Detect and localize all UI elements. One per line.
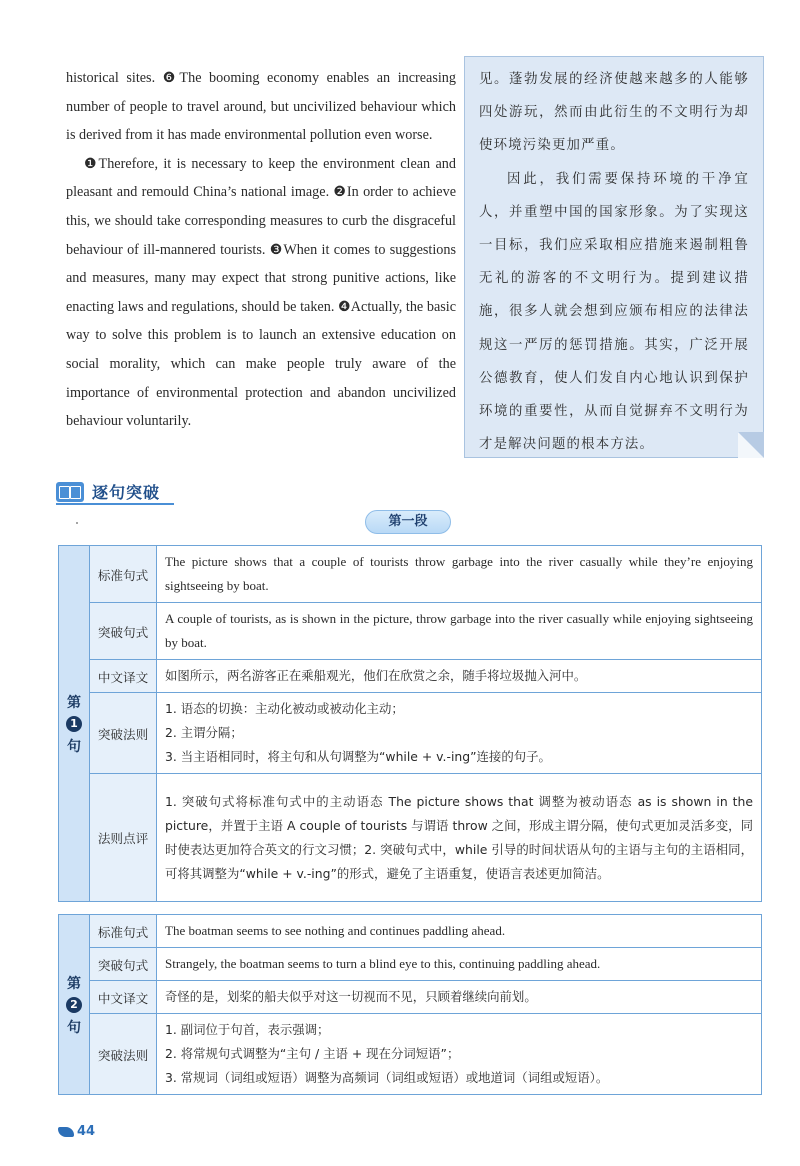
content-line: 3. 当主语相同时，将主句和从句调整为“while + v.-ing”连接的句子。 [165, 749, 551, 764]
sentence-2-table [58, 914, 762, 1095]
content-line: 1. 语态的切换：主动化被动或被动化主动； [165, 701, 404, 716]
content-line: Strangely, the boatman seems to turn a blind eye to this, continuing paddling ahead. [165, 956, 601, 971]
page-number-text: 44 [77, 1124, 96, 1139]
book-page-icon [58, 1127, 74, 1137]
row-content [157, 948, 762, 981]
essay-chinese-box [464, 56, 764, 458]
row-label: 突破句式 [90, 948, 157, 981]
row-label: 中文译文 [90, 660, 157, 693]
row-content [157, 915, 762, 948]
row-content [157, 660, 762, 693]
essay-en-paragraph-1: historical sites. ❻The booming economy enables an increasing number of people to travel around, but uncivilized behaviour which is derived from it has made environmental pollution even worse. [66, 70, 456, 144]
row-label: 标准句式 [90, 546, 157, 603]
side-bottom-char: 句 [67, 738, 81, 755]
row-label: 突破法则 [90, 1014, 157, 1095]
content-line: 1. 突破句式将标准句式中的主动语态 The picture shows that 调整为被动语态 as is shown in the picture，并置于主语 A couple of tourists 与谓语 throw 之间，形成主谓分隔，使句式更加灵活多变，同时使表达更加符合英文的行文习惯；2. 突破句式中，while 引导的时间状语从句的主语与主句的主语相同，可将其调整为“while + v.-ing”的形式，避免了主语重复，使语言表述更加简洁。 [165, 793, 753, 881]
book-icon [56, 482, 84, 502]
row-label: 法则点评 [90, 774, 157, 902]
section-title: 逐句突破 [92, 483, 161, 502]
sentence-1-table [58, 545, 762, 902]
content-line: 奇怪的是，划桨的船夫似乎对这一切视而不见，只顾着继续向前划。 [165, 989, 537, 1004]
page-number [58, 1124, 95, 1139]
row-content [157, 546, 762, 603]
content-line: 3. 常规词（词组或短语）调整为高频词（词组或短语）或地道词（词组或短语）。 [165, 1070, 609, 1085]
content-line: The boatman seems to see nothing and continues paddling ahead. [165, 923, 506, 938]
content-line: 1. 副词位于句首，表示强调； [165, 1022, 330, 1037]
side-top-char: 第 [67, 694, 81, 711]
paragraph-tag: 第一段 [365, 510, 451, 534]
content-line: A couple of tourists, as is shown in the picture, throw garbage into the river casually while enjoying sightseeing by boat. [165, 611, 753, 650]
content-line: 2. 主谓分隔； [165, 725, 243, 740]
row-content [157, 693, 762, 774]
dot-mark [76, 522, 78, 524]
essay-zh-paragraph-2: 因此，我们需要保持环境的干净宜人，并重塑中国的国家形象。为了实现这一目标，我们应采取相应措施来遏制粗鲁无礼的游客的不文明行为。提到建议措施，很多人就会想到应颁布相应的法律法规这一严厉的惩罚措施。其实，广泛开展公德教育，使人们发自内心地认识到保护环境的重要性，从而自觉摒弃不文明行为才是解决问题的根本方法。 [479, 171, 749, 453]
row-label: 中文译文 [90, 981, 157, 1014]
row-content [157, 981, 762, 1014]
row-label: 突破法则 [90, 693, 157, 774]
section-underline [56, 503, 174, 505]
side-bottom-char: 句 [67, 1019, 81, 1036]
row-content [157, 774, 762, 902]
sentence-1-side-label [59, 546, 90, 902]
section-heading [56, 480, 160, 503]
sentence-2-side-label [59, 915, 90, 1095]
essay-zh-paragraph-1: 见。蓬勃发展的经济使越来越多的人能够四处游玩，然而由此衍生的不文明行为却使环境污染更加严重。 [479, 72, 749, 154]
row-content [157, 603, 762, 660]
sentence-number-badge: 1 [66, 716, 82, 732]
row-label: 突破句式 [90, 603, 157, 660]
essay-en-paragraph-2: ❶Therefore, it is necessary to keep the environment clean and pleasant and remould China’s national image. ❷In order to achieve this, we should take corresponding measures to curb the disgraceful behaviour of ill-mannered tourists. ❸When it comes to suggestions and measures, many may expect that strong punitive actions, like enacting laws and regulations, should be taken. ❹Actually, the basic way to solve this problem is to launch an extensive education on social morality, which can make people truly aware of the importance of environmental protection and abandon uncivilized behaviour voluntarily. [66, 155, 456, 430]
row-content [157, 1014, 762, 1095]
content-line: 2. 将常规句式调整为“主句 / 主语 + 现在分词短语”； [165, 1046, 460, 1061]
sentence-number-badge: 2 [66, 997, 82, 1013]
page-curl-decoration [738, 432, 764, 458]
row-label: 标准句式 [90, 915, 157, 948]
content-line: The picture shows that a couple of tourists throw garbage into the river casually while they’re enjoying sightseeing by boat. [165, 554, 753, 593]
side-top-char: 第 [67, 975, 81, 992]
content-line: 如图所示，两名游客正在乘船观光，他们在欣赏之余，随手将垃圾抛入河中。 [165, 668, 587, 683]
essay-english [66, 64, 456, 436]
